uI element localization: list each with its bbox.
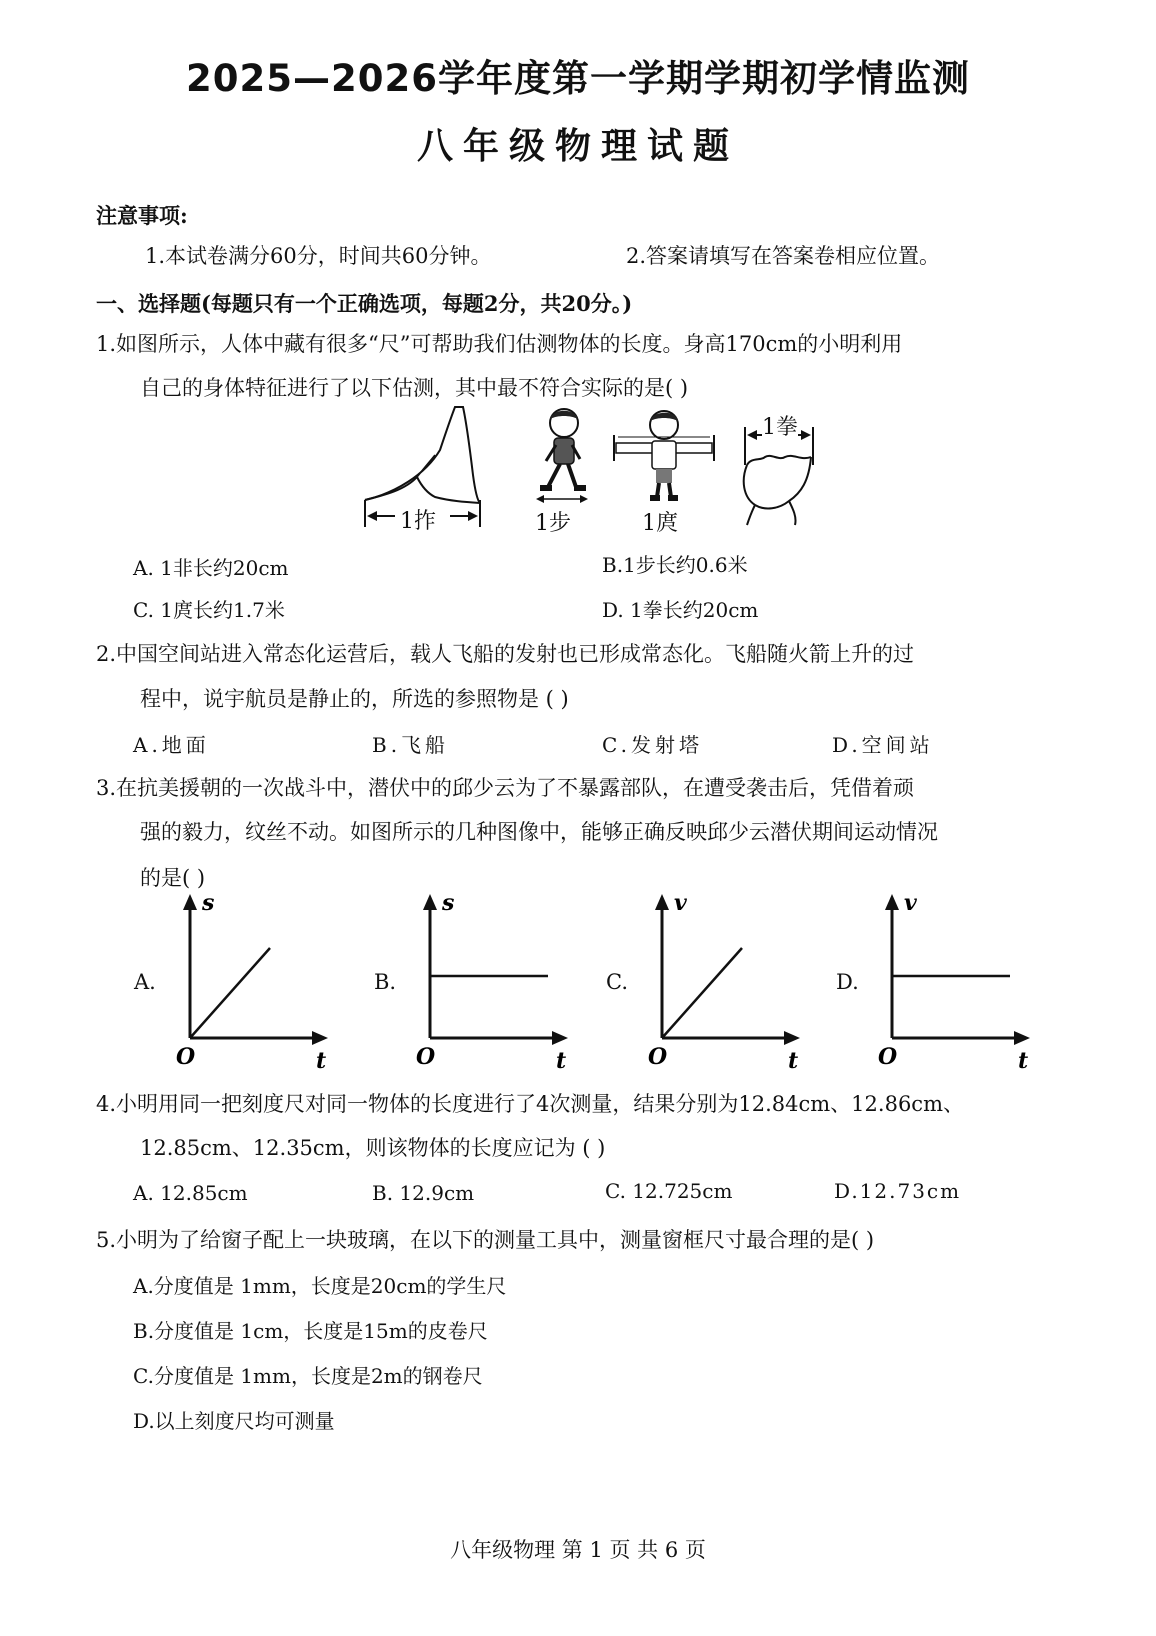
q4-option-d: D.12.73cm xyxy=(834,1179,962,1203)
q4-option-a: A. 12.85cm xyxy=(133,1181,248,1205)
exam-subtitle: 八年级物理试题 xyxy=(416,126,739,167)
q1-line1: 1.如图所示，人体中藏有很多“尺”可帮助我们估测物体的长度。身高170cm的小明利用 xyxy=(96,332,903,356)
q1-option-b: B.1步长约0.6米 xyxy=(602,553,748,577)
graph-d xyxy=(832,888,1042,1073)
q5-option-d: D.以上刻度尺均可测量 xyxy=(133,1409,335,1433)
y-axis-label: s xyxy=(442,890,455,916)
x-axis-arrow xyxy=(1014,1031,1030,1045)
walking-boy-figure xyxy=(530,405,595,505)
graph-axes xyxy=(130,888,340,1073)
q2-line2: 程中，说宇航员是静止的，所选的参照物是 ( ) xyxy=(140,687,569,711)
q5-option-b: B.分度值是 1cm，长度是15m的皮卷尺 xyxy=(133,1319,488,1343)
graph-line xyxy=(662,948,742,1038)
q1-line2: 自己的身体特征进行了以下估测，其中最不符合实际的是( ) xyxy=(140,376,689,400)
y-axis-arrow xyxy=(423,894,437,910)
y-axis-label: v xyxy=(904,890,917,916)
fig-label-span: 1拃 xyxy=(400,504,436,535)
q2-option-c: C.发射塔 xyxy=(602,733,703,757)
origin-label: O xyxy=(416,1044,436,1070)
x-axis-arrow xyxy=(312,1031,328,1045)
origin-label: O xyxy=(648,1044,668,1070)
q4-option-c: C. 12.725cm xyxy=(605,1179,733,1203)
fig-label-armspan: 1庹 xyxy=(642,511,678,536)
origin-label: O xyxy=(176,1044,196,1070)
q1-option-a: A. 1非长约20cm xyxy=(133,556,289,580)
y-axis-label: s xyxy=(202,890,215,916)
x-axis-arrow xyxy=(552,1031,568,1045)
q1-option-c: C. 1庹长约1.7米 xyxy=(133,598,285,622)
y-axis-arrow xyxy=(885,894,899,910)
q3-line2: 强的毅力，纹丝不动。如图所示的几种图像中，能够正确反映邱少云潜伏期间运动情况 xyxy=(140,820,938,844)
y-axis-arrow xyxy=(183,894,197,910)
graph-line xyxy=(190,948,270,1038)
q2-option-b: B.飞船 xyxy=(372,733,450,757)
graph-c xyxy=(602,888,812,1073)
origin-label: O xyxy=(878,1044,898,1070)
notice-heading: 注意事项: xyxy=(96,203,188,228)
q3-line3: 的是( ) xyxy=(140,866,206,890)
q4-line2: 12.85cm、12.35cm，则该物体的长度应记为 ( ) xyxy=(140,1136,606,1160)
graph-axes xyxy=(602,888,812,1073)
notice-item-2: 2.答案请填写在答案卷相应位置。 xyxy=(626,244,941,268)
graph-letter: C. xyxy=(606,970,628,994)
graph-letter: A. xyxy=(134,970,156,994)
fig-label-step: 1步 xyxy=(535,511,571,536)
q4-option-b: B. 12.9cm xyxy=(372,1181,475,1205)
graph-b xyxy=(370,888,580,1073)
page-footer: 八年级物理 第 1 页 共 6 页 xyxy=(450,1538,706,1562)
section-heading: 一、选择题(每题只有一个正确选项，每题2分，共20分。) xyxy=(96,291,633,316)
q4-line1: 4.小明用同一把刻度尺对同一物体的长度进行了4次测量，结果分别为12.84cm、12.86cm、 xyxy=(96,1092,964,1116)
graph-axes xyxy=(370,888,580,1073)
y-axis-arrow xyxy=(655,894,669,910)
q1-option-d: D. 1拳长约20cm xyxy=(602,598,759,622)
q2-line1: 2.中国空间站进入常态化运营后，载人飞船的发射也已形成常态化。飞船随火箭上升的过 xyxy=(96,642,915,666)
y-axis-label: v xyxy=(674,890,687,916)
fig-label-fist: 1拳 xyxy=(762,410,798,441)
x-axis-label: t xyxy=(788,1048,799,1073)
x-axis-label: t xyxy=(556,1048,567,1073)
graph-letter: B. xyxy=(374,970,397,994)
notice-item-1: 1.本试卷满分60分，时间共60分钟。 xyxy=(145,244,492,268)
graph-axes xyxy=(832,888,1042,1073)
exam-title: 2025—2026学年度第一学期学期初学情监测 xyxy=(186,57,970,100)
graph-a xyxy=(130,888,340,1073)
x-axis-label: t xyxy=(316,1048,327,1073)
q5-line1: 5.小明为了给窗子配上一块玻璃，在以下的测量工具中，测量窗框尺寸最合理的是( ) xyxy=(96,1228,875,1252)
x-axis-label: t xyxy=(1018,1048,1029,1073)
arm-span-figure xyxy=(610,405,718,505)
q2-option-d: D.空间站 xyxy=(832,733,934,757)
q5-option-a: A.分度值是 1mm，长度是20cm的学生尺 xyxy=(133,1274,507,1298)
q2-option-a: A.地面 xyxy=(133,733,210,757)
q5-option-c: C.分度值是 1mm，长度是2m的钢卷尺 xyxy=(133,1364,483,1388)
x-axis-arrow xyxy=(784,1031,800,1045)
graph-letter: D. xyxy=(836,970,859,994)
q3-line1: 3.在抗美援朝的一次战斗中，潜伏中的邱少云为了不暴露部队，在遭受袭击后，凭借着顽 xyxy=(96,776,915,800)
